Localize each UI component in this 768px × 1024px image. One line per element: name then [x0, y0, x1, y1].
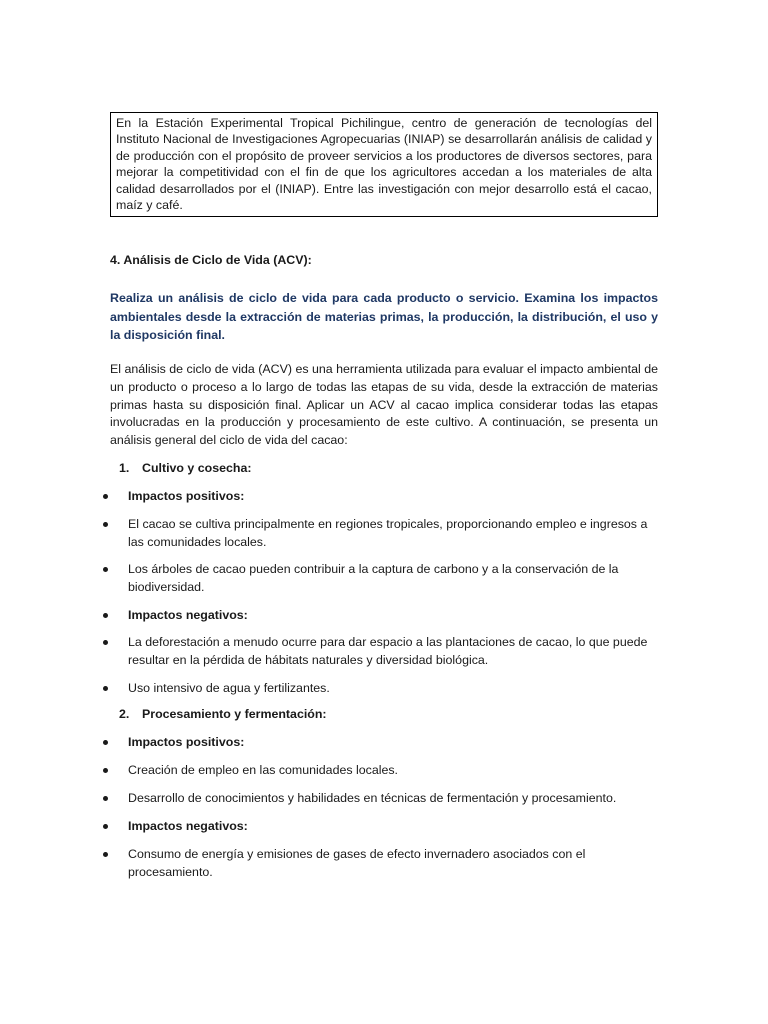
stage-2-number: 2.: [119, 706, 130, 721]
bullet-icon: [103, 686, 108, 691]
bullet-icon: [103, 768, 108, 773]
list-item: [110, 633, 658, 669]
section-paragraph: El análisis de ciclo de vida (ACV) es una herramienta utilizada para evaluar el impacto ambiental de un producto o proceso a lo largo de todas las etapas de su vida, desde la extracción de materias primas hasta su disposición final. Aplicar un ACV al cacao implica considerar todas las etapas involucradas en la producción y procesamiento de este cultivo. A continuación, se presenta un análisis general del ciclo de vida del cacao:: [110, 361, 658, 448]
list-item: [110, 606, 658, 624]
stage-2-negative-1: Consumo de energía y emisiones de gases de efecto invernadero asociados con el procesamiento.: [128, 846, 586, 879]
list-item: [110, 487, 658, 505]
bullet-icon: [103, 796, 108, 801]
stage-1-negative-1: La deforestación a menudo ocurre para dar espacio a las plantaciones de cacao, lo que puede resultar en la pérdida de hábitats naturales y diversidad biológica.: [128, 634, 648, 667]
document-page: [110, 112, 658, 881]
list-item: [110, 817, 658, 835]
list-item: [110, 515, 658, 551]
section-title: 4. Análisis de Ciclo de Vida (ACV):: [110, 253, 312, 268]
stage-2-positive-1: Creación de empleo en las comunidades locales.: [128, 762, 398, 777]
list-item: [110, 679, 658, 697]
intro-box: En la Estación Experimental Tropical Pichilingue, centro de generación de tecnologías del Instituto Nacional de Investigaciones Agropecuarias (INIAP) se desarrollarán análisis de calidad y de producción con el propósito de proveer servicios a los productores de diversos sectores, para mejorar la competitividad con el fin de que los agricultores accedan a los materiales de alta calidad desarrollados por el (INIAP). Entre las investigación con mejor desarrollo está el cacao, maíz y café.: [110, 112, 658, 217]
stage-1-positive-1: El cacao se cultiva principalmente en regiones tropicales, proporcionando empleo e ingresos a las comunidades locales.: [128, 516, 648, 549]
bullet-icon: [103, 494, 108, 499]
bullet-icon: [103, 740, 108, 745]
bullet-icon: [103, 852, 108, 857]
bullet-icon: [103, 522, 108, 527]
stage-1-negative-heading: Impactos negativos:: [128, 607, 248, 622]
stage-1-positive-heading: Impactos positivos:: [128, 488, 245, 503]
bullet-icon: [103, 613, 108, 618]
bullet-icon: [103, 824, 108, 829]
stage-1-negative-2: Uso intensivo de agua y fertilizantes.: [128, 680, 330, 695]
section-lead: Realiza un análisis de ciclo de vida para cada producto o servicio. Examina los impactos ambientales desde la extracción de materias primas, la producción, la distribución, el uso y la disposición final.: [110, 291, 658, 343]
list-item: [110, 761, 658, 779]
stage-2-positive-heading: Impactos positivos:: [128, 734, 245, 749]
list-item: [110, 733, 658, 751]
list-item: [110, 845, 658, 881]
list-item: [110, 560, 658, 596]
stage-2-title: Procesamiento y fermentación:: [142, 706, 327, 721]
list-item: [110, 789, 658, 807]
stage-1-number: 1.: [119, 460, 130, 475]
bullet-icon: [103, 567, 108, 572]
bullet-icon: [103, 640, 108, 645]
stage-2-heading: [110, 706, 658, 723]
stage-1-heading: [110, 460, 658, 477]
stage-2-negative-heading: Impactos negativos:: [128, 818, 248, 833]
stage-1-positive-2: Los árboles de cacao pueden contribuir a la captura de carbono y a la conservación de la biodiversidad.: [128, 561, 619, 594]
stage-1-title: Cultivo y cosecha:: [142, 460, 252, 475]
stage-2-positive-2: Desarrollo de conocimientos y habilidades en técnicas de fermentación y procesamiento.: [128, 790, 617, 805]
